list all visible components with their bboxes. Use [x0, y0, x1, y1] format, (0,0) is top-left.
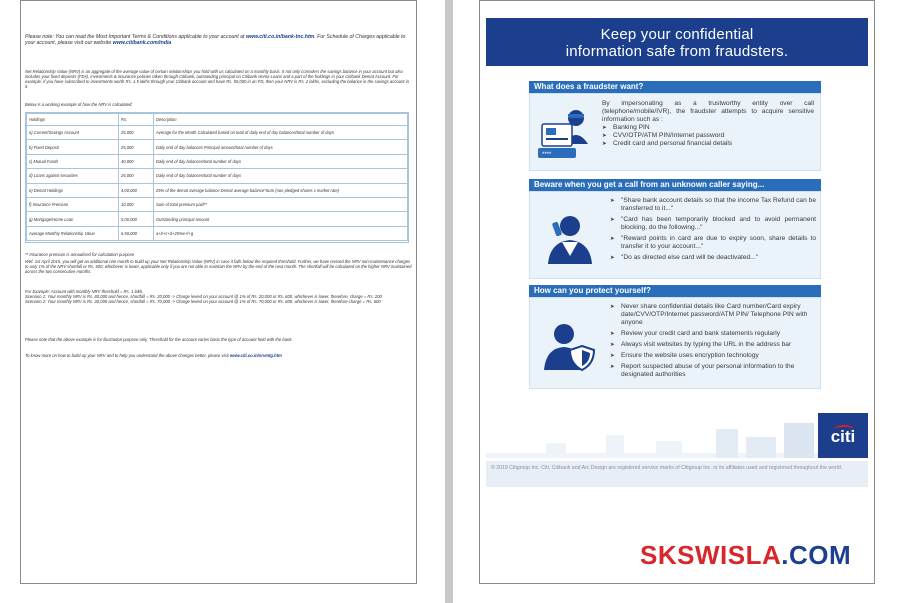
- cell: Average Monthly Relationship Value: [27, 226, 119, 240]
- caller-icon: [542, 212, 594, 266]
- list-item: ➤ "Share bank account details so that the income Tax Refund can be transferred to it...": [610, 197, 816, 213]
- table-row: [27, 126, 408, 140]
- nrv-table: [25, 112, 409, 243]
- protect-text: [610, 303, 816, 379]
- list-item: ➤ "Reward points in card are due to expiry soon, share details to transfer it to your account...": [610, 235, 816, 251]
- page-title: Keep your confidential information safe from fraudsters.: [486, 18, 868, 66]
- fraudster-icon: [538, 104, 596, 162]
- section-protect: [529, 297, 821, 389]
- header-holdings: Holdings: [27, 114, 119, 126]
- cell: c) Mutual Funds: [27, 154, 119, 168]
- nrv-definition: Net Relationship Value (NRV) is an aggregate of the average value of certain relationships you hold with us calculated on a monthly basis. It not only considers the savings balance in your account but also includes your fixed deposits (FDs), investments & insurance policies taken through Citibank, outstanding principal on Citibank Home Loans and a part of the holdings in your Citibank Demat Account. For example, if you have subscribed to investments worth Rs. 1.5 lakhs through your Citibank account and have Rs. 50,000 in an FD, then your NRV is Rs. 2 lakhs, excluding the balance in the savings account in it.: [25, 69, 409, 89]
- list-item: ➤ Review your credit card and bank statements regularly: [610, 330, 816, 338]
- cell: f) Insurance Premium: [27, 197, 119, 211]
- table-row: [27, 169, 408, 183]
- page-divider: [445, 0, 453, 603]
- copyright: © 2019 Citigroup Inc. Citi, Citibank and Arc Design are registered service marks of Citigroup Inc. or its affiliates used and registered throughout the world.: [486, 461, 868, 487]
- cell: Daily end of day balances/total number of days: [154, 169, 408, 183]
- nrv-example-intro: Below is a working example of how the NRV is calculated:: [25, 102, 133, 107]
- beware-text: [610, 197, 816, 262]
- citi-logo: citi: [818, 413, 868, 458]
- table-row: [27, 197, 408, 211]
- list-item: ➤ Always visit websites by typing the URL in the address bar: [610, 341, 816, 349]
- list-item: ➤ CVV/OTP/ATM PIN/Internet password: [602, 132, 814, 140]
- section-title-protect: How can you protect yourself?: [529, 285, 821, 297]
- cell: e) Demat Holdings: [27, 183, 119, 197]
- website-link[interactable]: www.citibank.com/india: [112, 40, 172, 47]
- terms-link[interactable]: www.citi.co.in/bank-tnc.htm: [245, 34, 315, 40]
- table-row: [27, 140, 408, 154]
- cell: 10,000: [119, 197, 154, 211]
- footnote: ** Insurance premium is annualised for calculation purpose: [25, 252, 135, 257]
- cell: Outstanding principal amount: [154, 212, 408, 226]
- list-item: ➤ Banking PIN: [602, 124, 814, 132]
- cell: 25,000: [119, 140, 154, 154]
- svg-text:****: ****: [542, 152, 552, 158]
- skyline-decoration: [486, 413, 818, 458]
- scenario-1: Scenario 1: Your monthly NRV is Rs. 80,000 and hence, shortfall = Rs. 20,000 -> Charge levied on your account @ 1% of Rs. 20,000 or Rs. 600, whichever is lower, therefore, charge = Rs. 200: [25, 294, 382, 299]
- examples-block: [25, 289, 413, 304]
- table-row: [27, 226, 408, 240]
- watermark-logo: SKSWISLA.COM: [640, 540, 852, 570]
- section-fraudster: [529, 93, 821, 171]
- header-description: Description: [154, 114, 408, 126]
- cell: a) Current/Savings Account: [27, 126, 119, 140]
- header-amount: Rs.: [119, 114, 154, 126]
- cell: g) Mortgage/Home Loan: [27, 212, 119, 226]
- table-row: [27, 212, 408, 226]
- table-row: [27, 154, 408, 168]
- cell: d) Loans against securities: [27, 169, 119, 183]
- cell: a+b+c+d+25%e+f+g: [154, 226, 408, 240]
- nrv-link[interactable]: www.citi.co.in/nrvmtg.htm: [229, 353, 282, 358]
- list-item: ➤ "Card has been temporarily blocked and to avoid permanent blocking, do the following...": [610, 216, 816, 232]
- right-document-page: [479, 0, 875, 584]
- example-intro: For Example: Account with monthly NRV threshold = Rs. 1 lakh,: [25, 289, 144, 294]
- list-item: ➤ "Do as directed else card will be deactivated...": [610, 254, 816, 262]
- section-title-fraudster: What does a fraudster want?: [529, 81, 821, 93]
- cell: 4,00,000: [119, 183, 154, 197]
- know-more: To know more on how to build up your NRV and to help you understand the above changes better, please visit www.citi.co.in/nrvmtg.htm: [25, 353, 282, 358]
- list-item: ➤ Credit card and personal financial details: [602, 140, 814, 148]
- cell: 25,000: [119, 126, 154, 140]
- cell: 5,00,000: [119, 212, 154, 226]
- left-document-page: [20, 0, 417, 584]
- fraudster-text: By impersonating as a trustworthy entity over call (telephone/mobile/IVR), the fraudster attempts to acquire sensitive information such as : ➤ Banking PIN ➤ CVV/OTP/ATM PIN/Internet password ➤ Credit card and personal financial details: [602, 100, 814, 148]
- section-title-beware: Beware when you get a call from an unknown caller saying...: [529, 179, 821, 191]
- terms-note: Please note: You can read the Most Important Terms & Conditions applicable to your account at www.citi.co.in/bank-tnc.htm. For Schedule of Charges applicable to your account, please visit our website www.citibank.com/india: [25, 34, 406, 47]
- table-row: [27, 183, 408, 197]
- list-item: ➤ Report suspected abuse of your personal information to the designated authorities: [610, 363, 816, 379]
- cell: Daily end of day balances Principal amount/total number of days: [154, 140, 408, 154]
- disclaimer: Please note that the above example is for illustration purpose only. Threshold for the account varies basis the type of account held with the bank.: [25, 337, 293, 342]
- cell: 25% of the demat average balance Demat average balance*Sum (non pledged shares x market rate): [154, 183, 408, 197]
- scenario-2: Scenario 2: Your monthly NRV is Rs. 30,000 and hence, shortfall = Rs. 70,000 -> Charge levied on your account @ 1% of Rs. 70,000 or Rs. 600, whichever is lower, therefore charge = Rs. 600: [25, 299, 381, 304]
- cell: 40,000: [119, 154, 154, 168]
- section-beware: [529, 191, 821, 279]
- cell: Daily end of day balances/total number of days: [154, 154, 408, 168]
- table-header-row: [27, 114, 408, 126]
- nrv-charges-text: Wef. 1st April 2015, you will get an additional one month to build up your Net Relationship Value (NRV) in case it falls below the required threshold. Further, we have revised the NRV non-maintenance charges to only 1% of the NRV shortfall or Rs. 600, whichever is lower, applicable only if you are not able to maintain the NRV by the end of the next month. The shortfall will be calculated on the higher NRV maintained across the two consecutive months.: [25, 259, 412, 274]
- cell: b) Fixed Deposit: [27, 140, 119, 154]
- list-item: ➤ Ensure the website uses encryption technology: [610, 352, 816, 360]
- protect-shield-icon: [542, 320, 598, 372]
- cell: Sum of total premium paid**: [154, 197, 408, 211]
- cell: Average for the Month Calculated based on total of daily end of day balances/total number of days: [154, 126, 408, 140]
- citi-arc: [834, 425, 854, 434]
- cell: 25,000: [119, 169, 154, 183]
- list-item: ➤ Never share confidential details like Card number/Card expiry date/CVV/OTP/Internet password/ATM PIN/ Telephone PIN with anyone: [610, 303, 816, 327]
- cell: 6,50,000: [119, 226, 154, 240]
- brand-strip: [486, 413, 868, 458]
